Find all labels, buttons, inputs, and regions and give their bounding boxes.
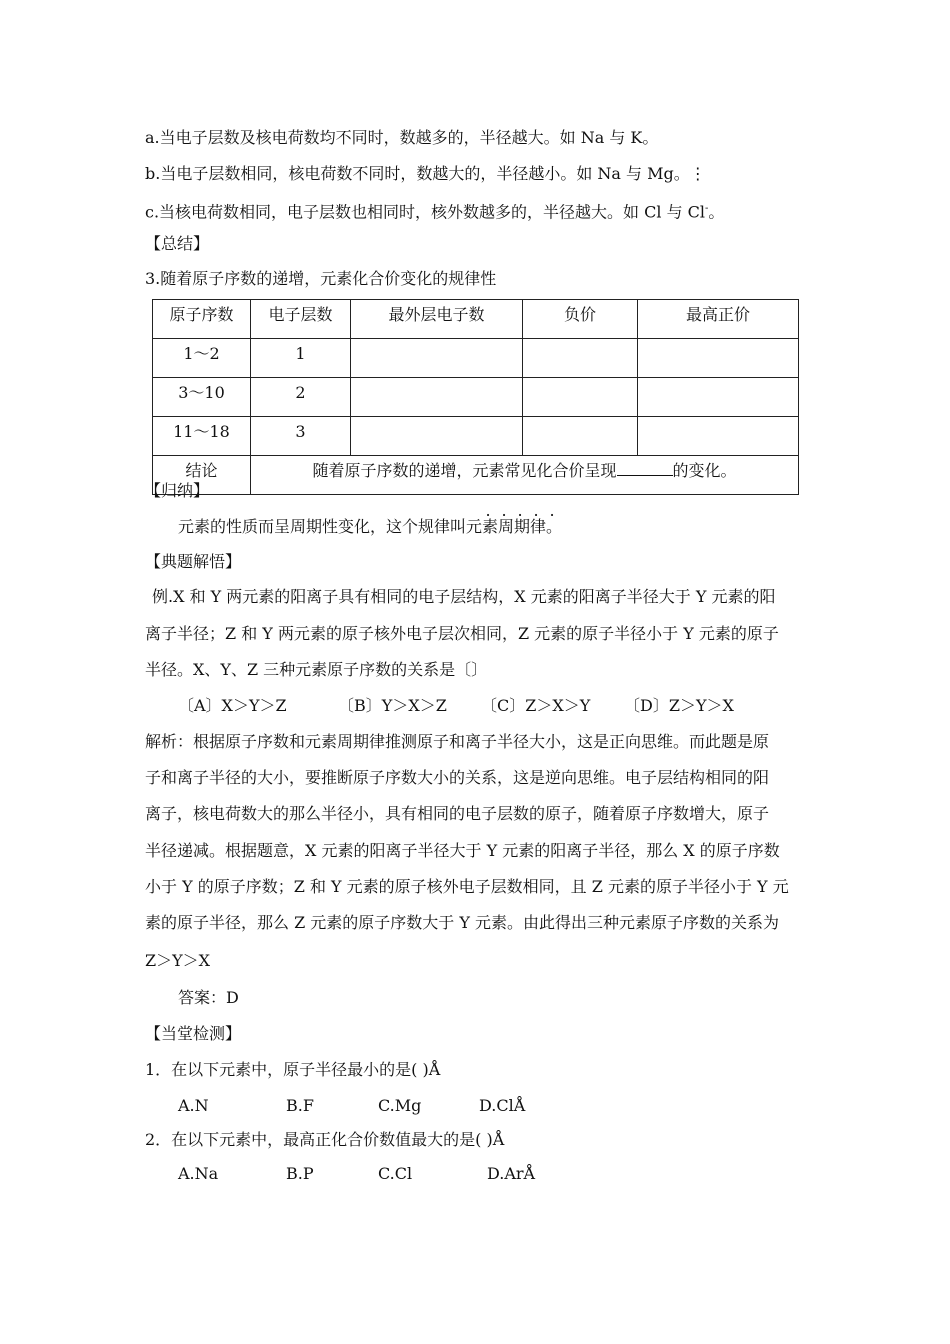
answer: 答案：D xyxy=(178,988,239,1007)
table-cell xyxy=(351,339,523,378)
table-cell xyxy=(351,417,523,456)
q1-option-d: D.ClÅ xyxy=(479,1096,526,1115)
table-header-cell: 电子层数 xyxy=(251,300,351,339)
analysis-line-6: 素的原子半径，那么 Z 元素的原子序数大于 Y 元素。由此得出三种元素原子序数的关系为 xyxy=(145,913,780,932)
table-header-row xyxy=(153,300,799,339)
option-b: 〔B〕Y＞X＞Z xyxy=(338,696,447,715)
example-line-3: 半径。X、Y、Z 三种元素原子序数的关系是〔〕 xyxy=(145,660,488,679)
question-2: 2．在以下元素中，最高正化合价数值最大的是( )Å xyxy=(145,1130,505,1149)
q2-option-a: A.Na xyxy=(178,1164,219,1183)
rule-c-text: c.当核电荷数相同，电子层数也相同时，核外数越多的，半径越大。如 Cl 与 Cl xyxy=(145,202,706,222)
table-header-cell: 最外层电子数 xyxy=(351,300,523,339)
question-1: 1．在以下元素中，原子半径最小的是( )Å xyxy=(145,1060,441,1079)
q1-option-a: A.N xyxy=(178,1096,209,1115)
analysis-line-3: 离子，核电荷数大的那么半径小，具有相同的电子层数的原子，随着原子序数增大，原子 xyxy=(145,804,770,823)
example-line-1: 例.X 和 Y 两元素的阳离子具有相同的电子层结构，X 元素的阳离子半径大于 Y 元素的阳 xyxy=(152,587,776,606)
table-header-cell: 最高正价 xyxy=(638,300,799,339)
option-a: 〔A〕X＞Y＞Z xyxy=(178,696,287,715)
q2-option-b: B.P xyxy=(286,1164,314,1183)
table-cell: 3 xyxy=(251,417,351,456)
table-row xyxy=(153,378,799,417)
heading-induction: 【归纳】 xyxy=(145,481,210,500)
table-cell xyxy=(523,339,638,378)
rule-a: a.当电子层数及核电荷数均不同时，数越多的，半径越大。如 Na 与 K。 xyxy=(145,128,659,147)
analysis-line-7: Z＞Y＞X xyxy=(145,951,211,970)
emphasis-dots: . . . . . xyxy=(485,501,555,520)
valence-table xyxy=(152,299,799,495)
table-cell xyxy=(638,378,799,417)
table-conclusion-row xyxy=(153,456,799,495)
table-cell xyxy=(638,417,799,456)
q1-option-b: B.F xyxy=(286,1096,314,1115)
rule-c-end: 。 xyxy=(708,202,725,222)
conclusion-text-before: 随着原子序数的递增，元素常见化合价呈现 xyxy=(312,461,617,480)
induction-text: 元素的性质而呈周期性变化，这个规律叫元素周期律。 xyxy=(178,517,563,536)
table-cell xyxy=(523,417,638,456)
table-header-cell: 负价 xyxy=(523,300,638,339)
conclusion-text-after: 的变化。 xyxy=(672,461,737,480)
table-header-cell: 原子序数 xyxy=(153,300,251,339)
heading-check: 【当堂检测】 xyxy=(145,1024,242,1043)
heading-example: 【典题解悟】 xyxy=(145,552,242,571)
option-c: 〔C〕Z＞X＞Y xyxy=(481,696,591,715)
rule-c-superscript: - xyxy=(705,203,709,214)
analysis-line-4: 半径递减。根据题意，X 元素的阳离子半径大于 Y 元素的阳离子半径，那么 X 的原子序数 xyxy=(145,841,780,860)
table-row xyxy=(153,339,799,378)
table-cell: 11～18 xyxy=(153,417,251,456)
analysis-line-5: 小于 Y 的原子序数；Z 和 Y 元素的原子核外电子层数相同，且 Z 元素的原子半径小于 Y 元 xyxy=(145,877,789,896)
section-title: 3.随着原子序数的递增，元素化合价变化的规律性 xyxy=(145,269,497,288)
rule-b: b.当电子层数相同，核电荷数不同时，数越大的，半径越小。如 Na 与 Mg。⋮ xyxy=(145,164,706,183)
table-cell: 2 xyxy=(251,378,351,417)
rule-c xyxy=(145,198,724,223)
q1-option-c: C.Mg xyxy=(378,1096,422,1115)
conclusion-text xyxy=(251,456,799,495)
q2-option-d: D.ArÅ xyxy=(487,1164,536,1183)
table-cell xyxy=(638,339,799,378)
example-options xyxy=(178,695,734,717)
heading-summary: 【总结】 xyxy=(145,234,210,253)
fill-blank xyxy=(617,461,673,476)
analysis-line-1: 解析：根据原子序数和元素周期律推测原子和离子半径大小，这是正向思维。而此题是原 xyxy=(145,732,770,751)
table-cell xyxy=(523,378,638,417)
question-2-options xyxy=(178,1163,535,1185)
table-cell: 1～2 xyxy=(153,339,251,378)
table-cell: 3～10 xyxy=(153,378,251,417)
table-cell xyxy=(351,378,523,417)
table-cell: 1 xyxy=(251,339,351,378)
conclusion-label: 结论 xyxy=(153,456,251,495)
example-line-2: 离子半径；Z 和 Y 两元素的原子核外电子层次相同，Z 元素的原子半径小于 Y 元素的原子 xyxy=(145,624,779,643)
question-1-options xyxy=(178,1095,525,1117)
q2-option-c: C.Cl xyxy=(378,1164,413,1183)
table-row xyxy=(153,417,799,456)
analysis-line-2: 子和离子半径的大小，要推断原子序数大小的关系，这是逆向思维。电子层结构相同的阳 xyxy=(145,768,770,787)
option-d: 〔D〕Z＞Y＞X xyxy=(624,696,734,715)
